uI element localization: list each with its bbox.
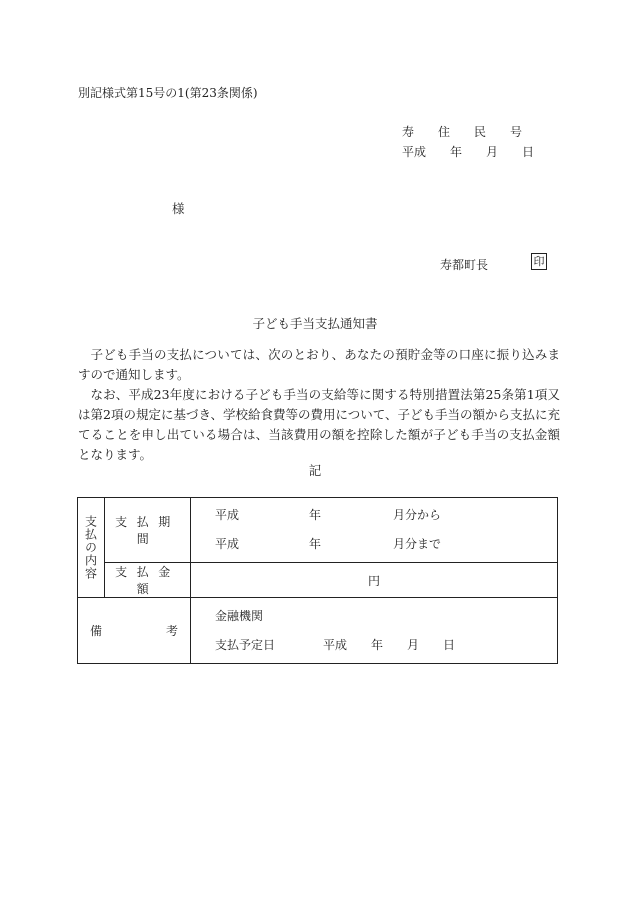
remarks-label-left: 備: [90, 624, 103, 638]
period-from-suffix: 月分から: [393, 508, 442, 522]
payment-period-to: [215, 530, 557, 559]
record-heading: 記: [308, 463, 322, 478]
body-text: [78, 345, 560, 465]
issuer-number-label: 寿 住 民 号: [402, 125, 523, 139]
payment-period-from: [215, 501, 557, 530]
form-number: 別記様式第15号の1(第23条関係): [78, 86, 258, 100]
payment-details-group-label: 支払の内容: [83, 515, 98, 580]
period-to-suffix: 月分まで: [393, 537, 442, 551]
payment-details-group-cell: [78, 498, 105, 598]
period-to-year: 年: [309, 537, 322, 551]
payment-period-label: 支払期間: [105, 498, 191, 563]
remarks-label-right: 考: [165, 624, 178, 638]
recipient-honorific: 様: [172, 201, 185, 216]
payment-info-table: [77, 497, 558, 664]
period-from-era: 平成: [215, 508, 240, 522]
seal-stamp: 印: [531, 253, 547, 270]
body-paragraph-1: 子ども手当の支払については、次のとおり、あなたの預貯金等の口座に振り込みますので通知します。: [78, 347, 560, 382]
payment-period-cell: [191, 498, 558, 563]
issue-date: 平成 年 月 日: [402, 145, 535, 159]
bank-row: [215, 602, 557, 631]
period-from-year: 年: [309, 508, 322, 522]
remarks-label-cell: [78, 598, 191, 664]
scheduled-date-row: [215, 631, 557, 660]
payment-amount-unit: 円: [191, 563, 558, 598]
body-paragraph-2: なお、平成23年度における子ども手当の支給等に関する特別措置法第25条第1項又は第2項の規定に基づき、学校給食費等の費用について、子ども手当の額から支払に充てることを申し出ている場合は、当該費用の額を控除した額が子ども手当の支払金額となります。: [78, 387, 560, 462]
period-to-era: 平成: [215, 537, 240, 551]
remarks-cell: [191, 598, 558, 664]
payment-amount-label: 支払金額: [105, 563, 191, 598]
bank-label: 金融機関: [215, 608, 264, 623]
scheduled-date-label: 支払予定日: [215, 637, 276, 652]
mayor-title: 寿都町長: [440, 258, 489, 272]
scheduled-date-value: 平成 年 月 日: [323, 637, 456, 652]
document-title: 子ども手当支払通知書: [252, 316, 378, 331]
